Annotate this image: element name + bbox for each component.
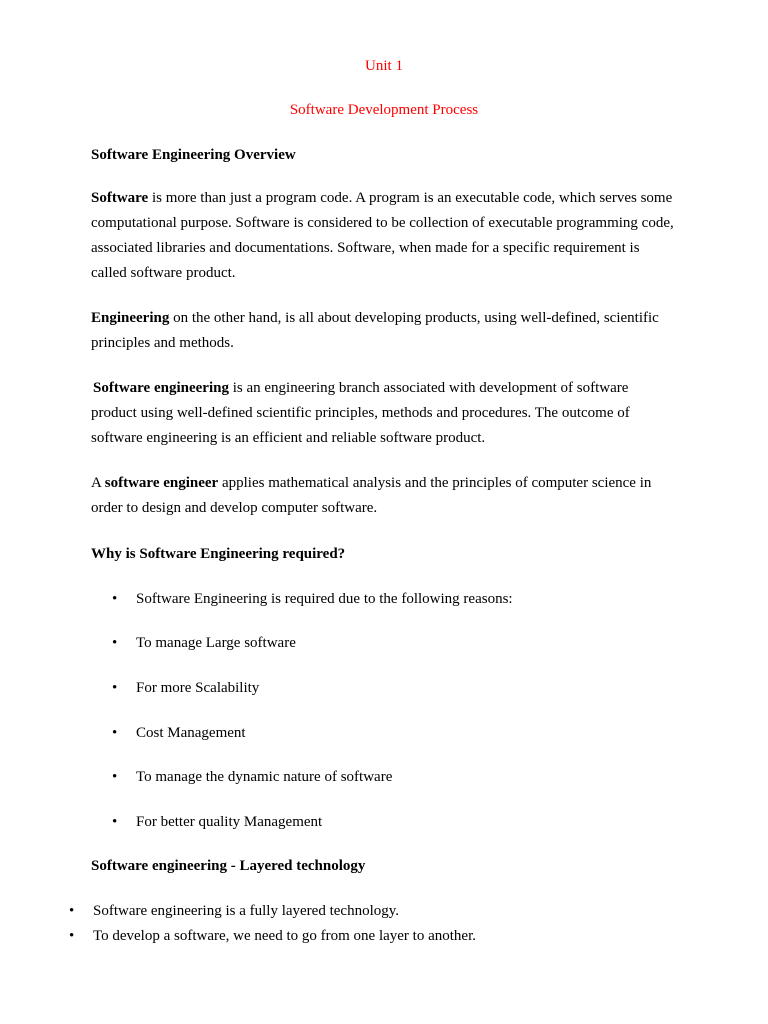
software-engineering-paragraph	[93, 376, 693, 451]
list-item-text: Software Engineering is required due to the following reasons:	[136, 591, 513, 607]
layered-heading: Software engineering - Layered technology	[91, 858, 366, 874]
bullet-icon: •	[112, 725, 118, 741]
software-term: Software	[91, 190, 149, 206]
list-item-text: Cost Management	[136, 725, 246, 741]
bullet-icon: •	[69, 903, 75, 919]
list-item-text: For better quality Management	[136, 814, 323, 830]
software-engineer-prefix: A	[91, 475, 105, 491]
software-paragraph-line-3: associated libraries and documentations. Software, when made for a specific requirement is	[91, 240, 640, 256]
software-engineering-paragraph-line-3: software engineering is an efficient and reliable software product.	[91, 430, 486, 446]
why-heading: Why is Software Engineering required?	[91, 546, 346, 562]
list-item-text: For more Scalability	[136, 680, 260, 696]
bullet-icon: •	[69, 928, 75, 944]
software-engineering-paragraph-line-1: is an engineering branch associated with development of software	[228, 380, 629, 396]
software-engineer-term: software engineer	[104, 475, 219, 491]
engineering-paragraph-line-1: on the other hand, is all about developing products, using well-defined, scientific	[169, 310, 659, 326]
list-item-text: To manage the dynamic nature of software	[136, 769, 393, 785]
bullet-icon: •	[112, 635, 118, 651]
bullet-icon: •	[112, 680, 118, 696]
bullet-icon: •	[112, 769, 118, 785]
software-paragraph-line-4: called software product.	[91, 265, 236, 281]
overview-heading: Software Engineering Overview	[91, 147, 296, 163]
software-engineer-paragraph-line-2: order to design and develop computer software.	[91, 500, 378, 516]
engineering-term: Engineering	[91, 310, 170, 326]
engineering-paragraph-line-2: principles and methods.	[91, 335, 234, 351]
list-item-text: To manage Large software	[136, 635, 296, 651]
software-paragraph-line-1: is more than just a program code. A program is an executable code, which serves some	[148, 190, 673, 206]
software-paragraph-line-2: computational purpose. Software is considered to be collection of executable programming code,	[91, 215, 674, 231]
software-engineering-paragraph-line-2: product using well-defined scientific principles, methods and procedures. The outcome of	[91, 405, 630, 421]
list-item-text: To develop a software, we need to go from one layer to another.	[93, 928, 476, 944]
software-engineer-paragraph	[91, 471, 691, 521]
software-engineering-term: Software engineering	[93, 380, 229, 396]
bullet-icon: •	[112, 591, 118, 607]
bullet-icon: •	[112, 814, 118, 830]
list-item-text: Software engineering is a fully layered technology.	[93, 903, 400, 919]
unit-title: Unit 1	[365, 58, 403, 74]
engineering-paragraph	[91, 306, 691, 356]
software-paragraph	[91, 186, 691, 286]
document-title: Software Development Process	[289, 102, 479, 118]
software-engineer-paragraph-line-1: applies mathematical analysis and the principles of computer science in	[218, 475, 652, 491]
